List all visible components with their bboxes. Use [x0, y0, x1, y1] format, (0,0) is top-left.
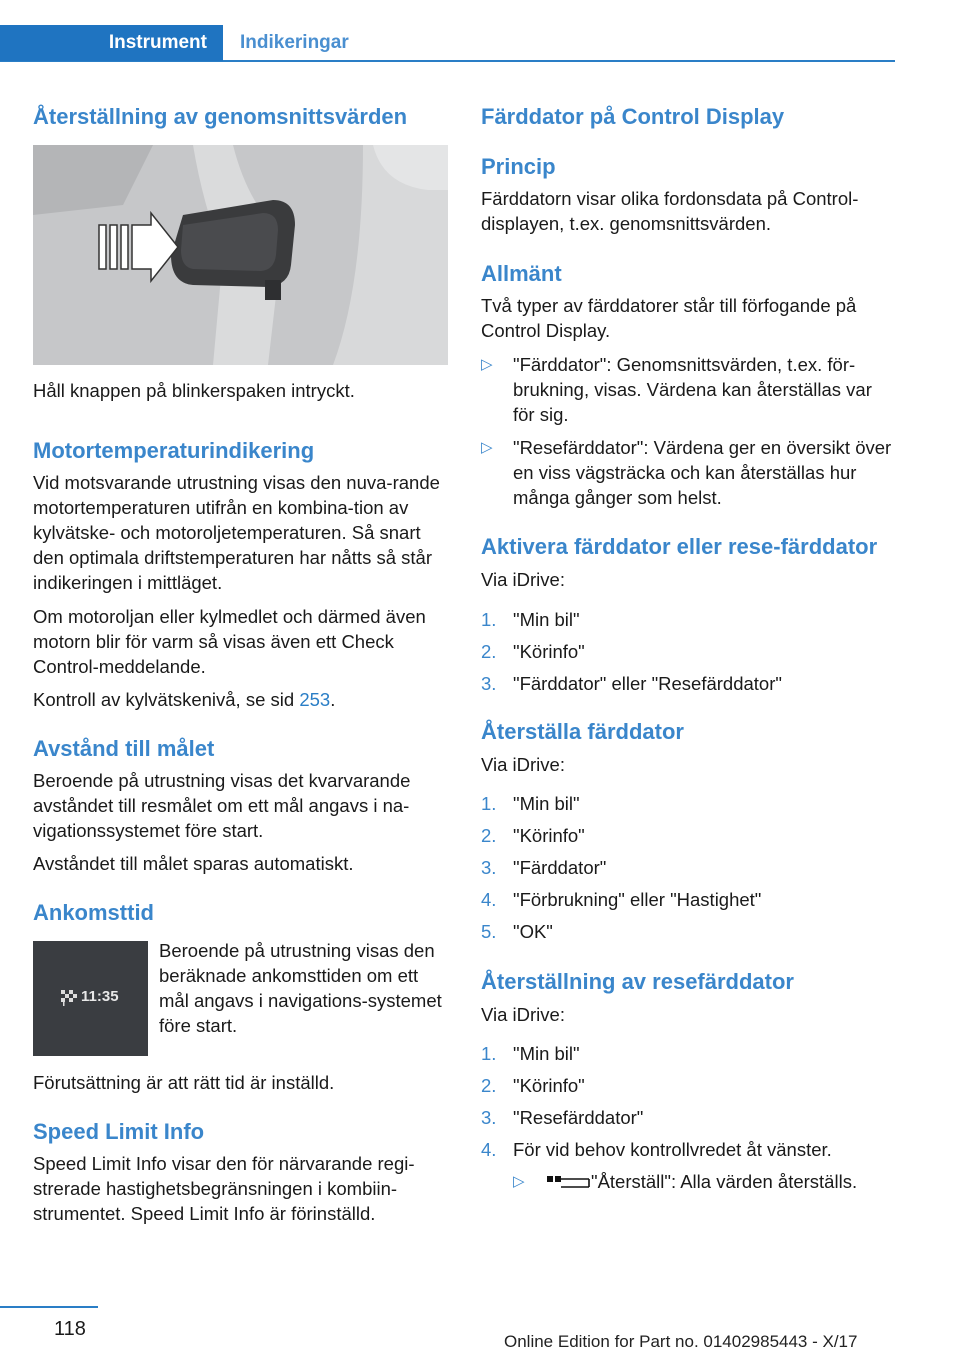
edition-text: Online Edition for Part no. 01402985443 - X/17 — [504, 1332, 858, 1351]
tab-indikeringar[interactable]: Indikeringar — [240, 32, 349, 53]
reset-slider-icon — [547, 1175, 591, 1189]
step-item: 1. "Min bil" — [481, 793, 580, 814]
turn-signal-stalk-image — [33, 145, 448, 365]
step-item: 1. "Min bil" — [481, 609, 580, 630]
flag-icon — [61, 990, 77, 1006]
principle-heading: Princip — [481, 154, 556, 179]
reset-steps — [481, 791, 896, 951]
stalk-illustration — [33, 145, 448, 365]
triangle-bullet-icon: ▷ — [481, 439, 493, 456]
speed-limit-paragraph: Speed Limit Info visar den för närvarande regi-strerade hastighetsbegränsningen i kombiin-strumentet. Speed Limit Info är förinställd. — [33, 1153, 415, 1224]
engine-temp-paragraph-3 — [33, 687, 448, 712]
page-253-link[interactable]: 253 — [299, 689, 331, 710]
trip-computer-types-list — [481, 352, 896, 518]
arrival-time-value: 11:35 — [81, 988, 119, 1005]
engine-temp-heading: Motortemperaturindikering — [33, 438, 315, 463]
principle-paragraph: Färddatorn visar olika fordonsdata på Control-displayen, t.ex. genomsnittsvärden. — [481, 188, 859, 234]
reset-via: Via iDrive: — [481, 754, 565, 775]
reset-all-text: "Återställ": Alla värden återställs. — [591, 1171, 858, 1192]
activate-heading: Aktivera färddator eller rese-färddator — [481, 534, 878, 559]
triangle-bullet-icon: ▷ — [481, 356, 493, 373]
general-paragraph: Två typer av färddatorer står till förfogande på Control Display. — [481, 295, 857, 341]
step-item: 3. "Färddator" — [481, 857, 607, 878]
list-item: ▷ "Resefärddator": Värdena ger en översikt över en viss vägsträcka och kan återställas hur många gånger som helst. — [481, 437, 892, 508]
period: . — [330, 689, 336, 710]
reset-trip-computer-heading: Återställa färddator — [481, 719, 684, 744]
footer-rule — [0, 1306, 98, 1308]
coolant-reference-text: Kontroll av kylvätskenivå, se sid — [33, 689, 300, 710]
step-item: 5. "OK" — [481, 921, 553, 942]
step-item: 3. "Färddator" eller "Resefärddator" — [481, 673, 782, 694]
step-item: 3. "Resefärddator" — [481, 1107, 644, 1128]
arrival-paragraph-2: Förutsättning är att rätt tid är inställd. — [33, 1072, 335, 1093]
reset-averages-heading: Återställning av genomsnittsvärden — [33, 104, 408, 129]
distance-heading: Avstånd till målet — [33, 736, 215, 761]
page-number: 118 — [54, 1318, 86, 1340]
trip-computer-title: Färddator på Control Display — [481, 104, 785, 129]
activate-steps — [481, 607, 896, 703]
step-item: 4. "Förbrukning" eller "Hastighet" — [481, 889, 762, 910]
arrival-heading: Ankomsttid — [33, 900, 154, 925]
general-heading: Allmänt — [481, 261, 562, 286]
reset-trip-via: Via iDrive: — [481, 1004, 565, 1025]
reset-trip-heading: Återställning av resefärddator — [481, 969, 794, 994]
step-item: 2. "Körinfo" — [481, 825, 585, 846]
arrival-paragraph-1: Beroende på utrustning visas den beräknade ankomsttiden om ett mål angavs i navigations-systemet före start. — [159, 940, 442, 1036]
reset-trip-steps — [481, 1041, 896, 1169]
step-item: 2. "Körinfo" — [481, 1075, 585, 1096]
page-header — [0, 25, 895, 61]
arrival-time-display — [33, 941, 148, 1056]
engine-temp-paragraph-1: Vid motsvarande utrustning visas den nuva-rande motortemperaturen utifrån en kombina-tion av kylvätske- och motoroljetemperaturen. Så snart den optimala driftstemperaturen har nåtts så står indikeringen i mittläget. — [33, 472, 440, 593]
triangle-bullet-icon: ▷ — [513, 1173, 525, 1190]
distance-paragraph-1: Beroende på utrustning visas det kvarvarande avståndet till resmålet om ett mål angavs i na-vigationssystemet före start. — [33, 770, 411, 841]
distance-paragraph-2: Avståndet till målet sparas automatiskt. — [33, 853, 354, 874]
list-item: ▷ "Färddator": Genomsnittsvärden, t.ex. för-brukning, visas. Värdena kan återställas var för sig. — [481, 354, 872, 425]
reset-caption: Håll knappen på blinkerspaken intryckt. — [33, 380, 355, 401]
engine-temp-paragraph-2: Om motoroljan eller kylmedlet och därmed även motorn blir för varm så visas även ett Check Control-meddelande. — [33, 606, 426, 677]
tab-instrument[interactable]: Instrument — [0, 25, 223, 61]
activate-via: Via iDrive: — [481, 569, 565, 590]
step-item: 4. För vid behov kontrollvredet åt vänster. — [481, 1139, 832, 1160]
step-item: 2. "Körinfo" — [481, 641, 585, 662]
speed-limit-heading: Speed Limit Info — [33, 1119, 205, 1144]
step-item: 1. "Min bil" — [481, 1043, 580, 1064]
